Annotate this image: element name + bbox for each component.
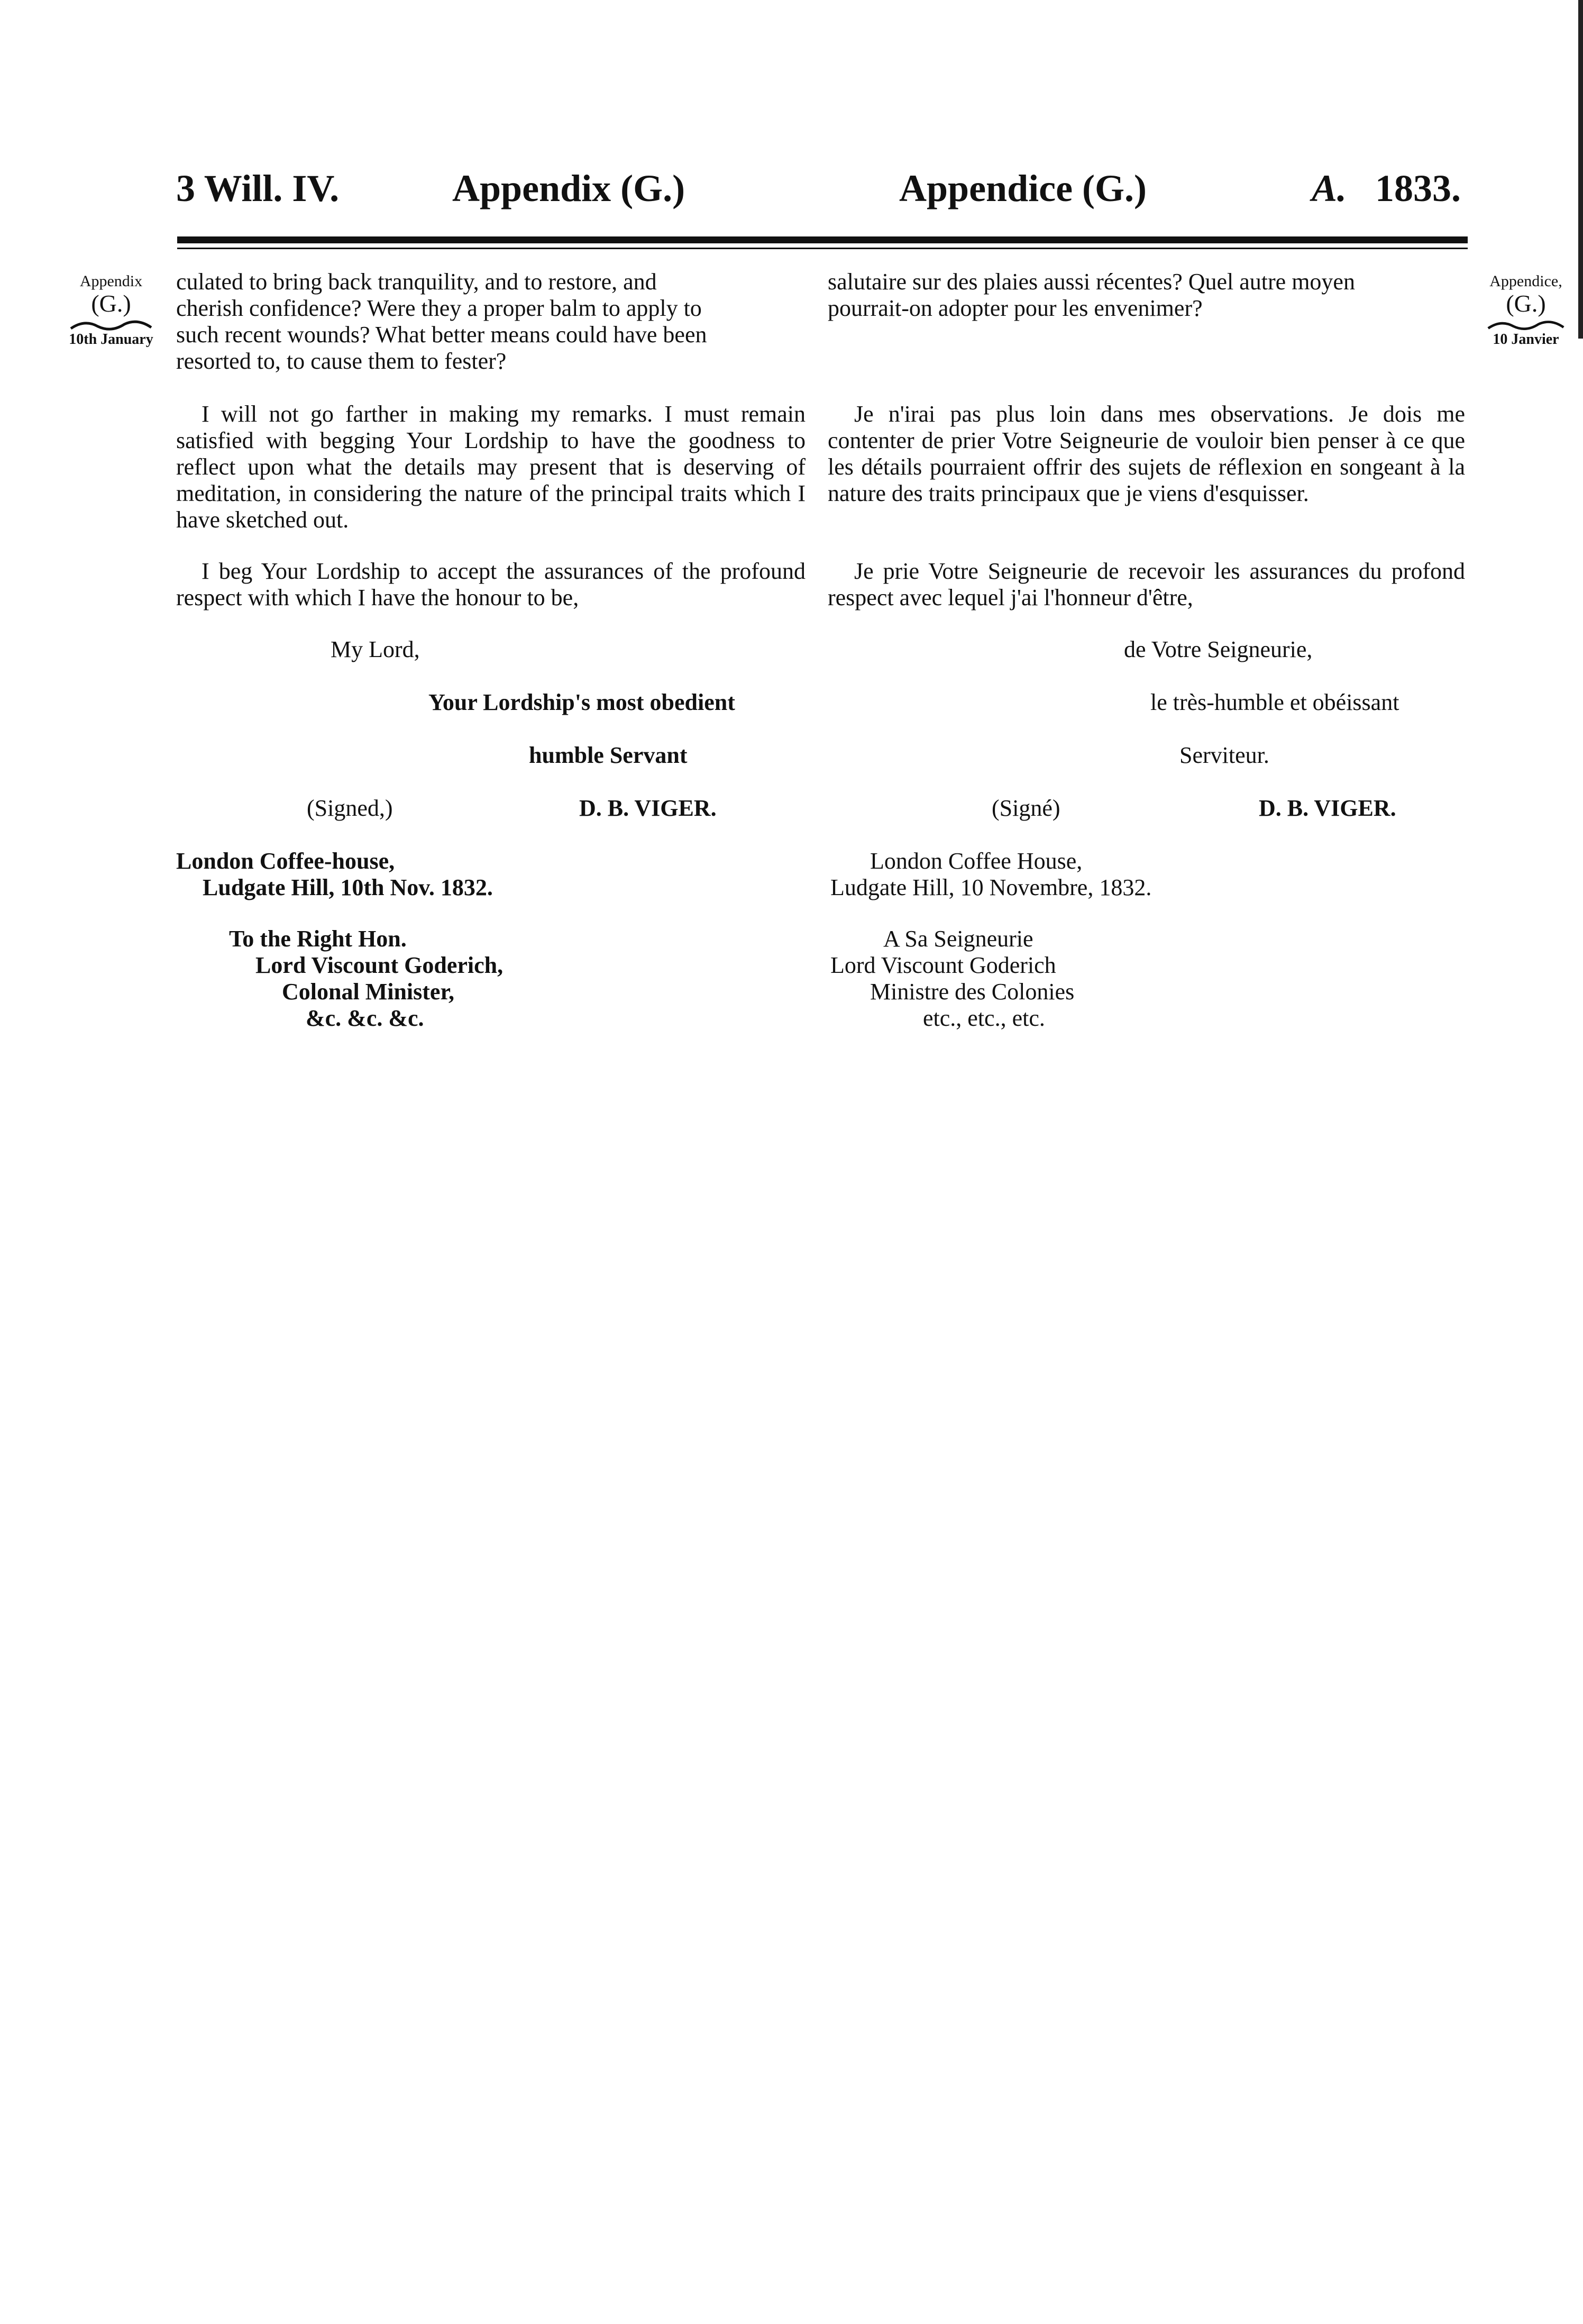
header-title-english: Appendix (G.): [452, 167, 685, 209]
margin-date: 10 Janvier: [1493, 331, 1559, 348]
french-closing-2: Serviteur.: [1179, 742, 1269, 768]
french-paragraph-observations: [828, 401, 1465, 507]
english-signed: (Signed,): [307, 795, 393, 821]
french-continuation-line-1: salutaire sur des plaies aussi récentes? Quel autre moyen: [828, 269, 1355, 295]
english-salutation: My Lord,: [331, 636, 420, 662]
english-paragraph-respect: [176, 558, 806, 611]
margin-letter: (G.): [1506, 290, 1546, 317]
english-continuation-line-1: culated to bring back tranquility, and to restore, and: [176, 269, 657, 295]
french-paragraph-text: Je n'irai pas plus loin dans mes observations. Je dois me contenter de prier Votre Seigneurie de vouloir bien penser à ce que les détails pourraient offrir des sujets de réflexion en songeant à la nature des traits principaux que je viens d'esquisser.: [828, 401, 1465, 506]
french-signed: (Signé): [992, 795, 1060, 821]
english-continuation-line-4: resorted to, to cause them to fester?: [176, 348, 507, 374]
swash-ornament-icon: [1486, 319, 1566, 331]
english-signer: D. B. VIGER.: [579, 795, 717, 821]
english-place-1: London Coffee-house,: [176, 848, 395, 874]
french-place-1: London Coffee House,: [870, 848, 1083, 874]
english-continuation-line-2: cherish confidence? Were they a proper balm to apply to: [176, 295, 702, 321]
margin-date: 10th January: [69, 331, 153, 348]
margin-label: Appendix: [79, 272, 143, 290]
french-address-1: A Sa Seigneurie: [883, 926, 1033, 952]
margin-note-right: [1470, 272, 1581, 349]
french-paragraph-respect: [828, 558, 1465, 611]
english-closing-1: Your Lordship's most obedient: [428, 689, 735, 715]
english-closing-2: humble Servant: [529, 742, 688, 768]
french-signer: D. B. VIGER.: [1259, 795, 1396, 821]
header-rule-thick: [177, 236, 1468, 243]
header-session: 3 Will. IV.: [176, 167, 340, 209]
french-paragraph-text: Je prie Votre Seigneurie de recevoir les assurances du profond respect avec lequel j'ai l'honneur d'être,: [828, 558, 1465, 610]
margin-label: Appendice,: [1489, 272, 1562, 290]
header-title-french: Appendice (G.): [899, 167, 1147, 209]
margin-letter: (G.): [91, 290, 131, 317]
english-paragraph-text: I will not go farther in making my remarks. I must remain satisfied with begging Your Lordship to have the goodness to reflect upon what the details may present that is deserving of meditation, in considering the nature of the principal traits which I have sketched out.: [176, 401, 806, 533]
header-year-prefix: A.: [1312, 167, 1347, 209]
french-salutation: de Votre Seigneurie,: [1124, 636, 1313, 662]
french-address-4: etc., etc., etc.: [923, 1005, 1045, 1031]
swash-ornament-icon: [69, 319, 153, 331]
english-address-4: &c. &c. &c.: [306, 1005, 424, 1031]
french-closing-1: le très-humble et obéissant: [1150, 689, 1399, 715]
french-address-2: Lord Viscount Goderich: [830, 952, 1056, 978]
english-place-2: Ludgate Hill, 10th Nov. 1832.: [203, 874, 493, 900]
english-address-2: Lord Viscount Goderich,: [255, 952, 504, 978]
header-year: 1833.: [1375, 167, 1461, 209]
french-address-3: Ministre des Colonies: [870, 979, 1075, 1005]
english-continuation-line-3: such recent wounds? What better means could have been: [176, 322, 707, 348]
margin-note-left: [53, 272, 169, 349]
english-address-1: To the Right Hon.: [229, 926, 407, 952]
header-rule-thin: [177, 248, 1468, 249]
english-address-3: Colonal Minister,: [282, 979, 454, 1005]
french-continuation-line-2: pourrait-on adopter pour les envenimer?: [828, 295, 1203, 321]
french-place-2: Ludgate Hill, 10 Novembre, 1832.: [830, 874, 1152, 900]
english-paragraph-text: I beg Your Lordship to accept the assurances of the profound respect with which I have the honour to be,: [176, 558, 806, 610]
english-paragraph-remarks: [176, 401, 806, 533]
